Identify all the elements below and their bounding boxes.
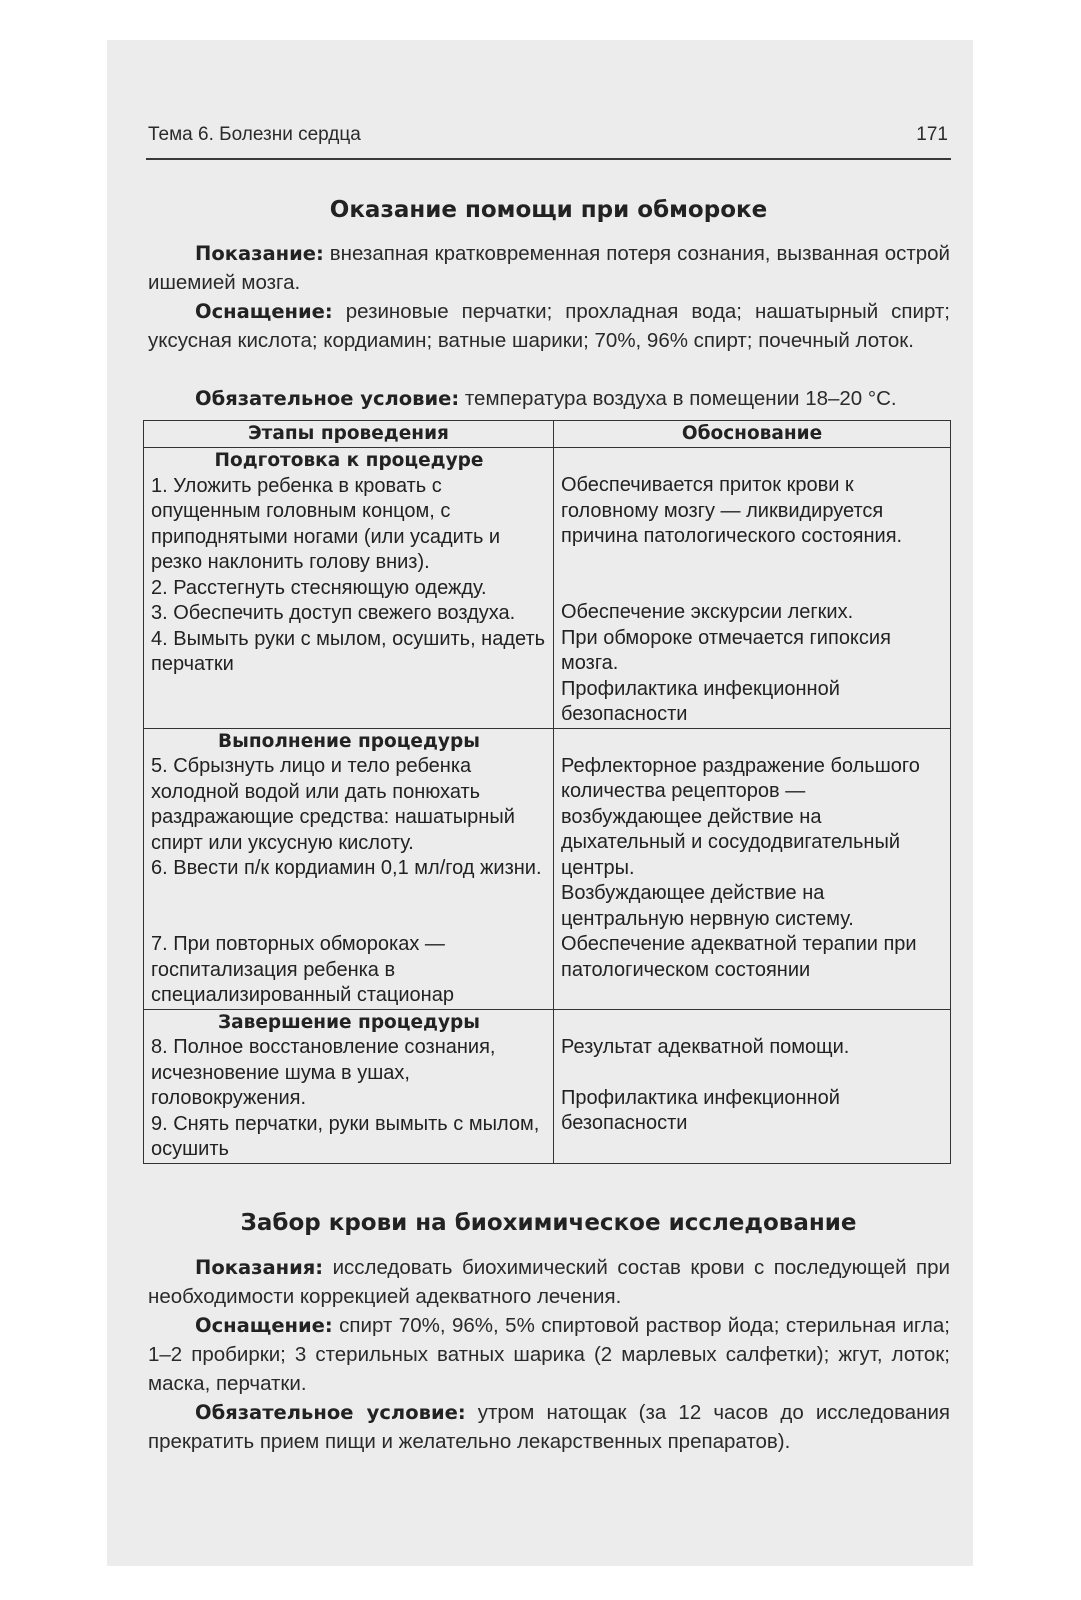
rationale-item: Профилактика инфекционной безопасности bbox=[561, 1086, 840, 1134]
equipment-label: Оснащение: bbox=[195, 300, 333, 323]
running-head-title: Тема 6. Болезни сердца bbox=[148, 124, 361, 145]
stages-cell bbox=[144, 1009, 554, 1163]
step-item: 8. Полное восстановление сознания, исчезновение шума в ушах, головокружения. bbox=[151, 1036, 496, 1109]
table-header-row bbox=[144, 421, 951, 448]
section-heading: Подготовка к процедуре bbox=[214, 450, 484, 471]
condition2-label: Обязательное условие: bbox=[195, 1401, 466, 1424]
indications-text: исследовать биохимический состав крови с последующей при необходимости коррекцией адекватного лечения. bbox=[148, 1256, 950, 1308]
rationale-item: Результат адекватной помощи. bbox=[561, 1035, 850, 1058]
section-heading: Выполнение процедуры bbox=[218, 730, 480, 752]
header-rationale: Обоснование bbox=[554, 421, 951, 448]
rationale-item: При обмороке отмечается гипоксия мозга. bbox=[561, 626, 891, 674]
page-number: 171 bbox=[916, 124, 948, 145]
running-head bbox=[148, 124, 948, 146]
section-heading: Завершение процедуры bbox=[217, 1011, 481, 1033]
equipment2-paragraph bbox=[148, 1311, 950, 1398]
section-title-fainting: Оказание помощи при обмороке bbox=[329, 197, 768, 223]
procedure-table bbox=[143, 420, 951, 1164]
section-title-blood-sampling: Забор крови на биохимическое исследование bbox=[240, 1210, 857, 1236]
step-item: 4. Вымыть руки с мылом, осушить, надеть перчатки bbox=[151, 627, 546, 675]
rationale-cell bbox=[554, 448, 951, 729]
equipment-text: резиновые перчатки; прохладная вода; нашатырный спирт; уксусная кислота; кордиамин; ватные шарики; 70%, 96% спирт; почечный лоток. bbox=[148, 300, 950, 352]
condition-text: температура воздуха в помещении 18–20 °С. bbox=[459, 387, 897, 410]
header-stages: Этапы проведения bbox=[144, 421, 554, 448]
equipment2-text: спирт 70%, 96%, 5% спиртовой раствор йода; стерильная игла; 1–2 пробирки; 3 стерильных ватных шарика (2 марлевых салфетки); жгут, лоток; маска, перчатки. bbox=[148, 1314, 950, 1395]
rationale-item: Рефлекторное раздражение большого количества рецепторов — возбуждающее действие на дыхательный и сосудодвигательный центры. bbox=[561, 754, 920, 879]
step-item: 5. Сбрызнуть лицо и тело ребенка холодной водой или дать понюхать раздражающие средства: нашатырный спирт или уксусную кислоту. bbox=[151, 755, 515, 854]
condition-label: Обязательное условие: bbox=[195, 387, 460, 410]
step-item: 3. Обеспечить доступ свежего воздуха. bbox=[151, 602, 516, 624]
stages-cell bbox=[144, 448, 554, 729]
table-section-row bbox=[144, 1009, 951, 1163]
equipment2-label: Оснащение: bbox=[195, 1314, 333, 1337]
table-section-row bbox=[144, 448, 951, 729]
step-item: 9. Снять перчатки, руки вымыть с мылом, осушить bbox=[151, 1112, 540, 1160]
rationale-item: Обеспечение экскурсии легких. bbox=[561, 601, 854, 623]
indication-label: Показание: bbox=[195, 242, 324, 265]
indications-paragraph bbox=[148, 1253, 950, 1311]
stages-cell bbox=[144, 728, 554, 1009]
header-rule bbox=[146, 158, 951, 160]
indication-text: внезапная кратковременная потеря сознания, вызванная острой ишемией мозга. bbox=[148, 242, 950, 294]
step-item: 7. При повторных обмороках — госпитализация ребенка в специализированный стационар bbox=[151, 933, 454, 1006]
step-item: 1. Уложить ребенка в кровать с опущенным головным концом, с приподнятыми ногами (или усадить и резко наклонить голову вниз). bbox=[151, 474, 501, 573]
rationale-cell bbox=[554, 1009, 951, 1163]
equipment-paragraph bbox=[148, 297, 950, 355]
indication-paragraph bbox=[148, 239, 950, 297]
rationale-item: Возбуждающее действие на центральную нервную систему. bbox=[561, 882, 854, 930]
rationale-item: Обеспечивается приток крови к головному мозгу — ликвидируется причина патологического состояния. bbox=[561, 474, 903, 547]
step-item: 6. Ввести п/к кордиамин 0,1 мл/год жизни. bbox=[151, 857, 542, 879]
condition-paragraph bbox=[148, 384, 950, 413]
step-item: 2. Расстегнуть стесняющую одежду. bbox=[151, 576, 487, 599]
rationale-cell bbox=[554, 728, 951, 1009]
rationale-item: Обеспечение адекватной терапии при патологическом состоянии bbox=[561, 933, 917, 981]
indications-label: Показания: bbox=[195, 1256, 324, 1279]
condition2-paragraph bbox=[148, 1398, 950, 1456]
condition2-text: утром натощак (за 12 часов до исследования прекратить прием пищи и желательно лекарственных препаратов). bbox=[148, 1401, 951, 1453]
table-section-row bbox=[144, 728, 951, 1009]
rationale-item: Профилактика инфекционной безопасности bbox=[561, 677, 840, 725]
